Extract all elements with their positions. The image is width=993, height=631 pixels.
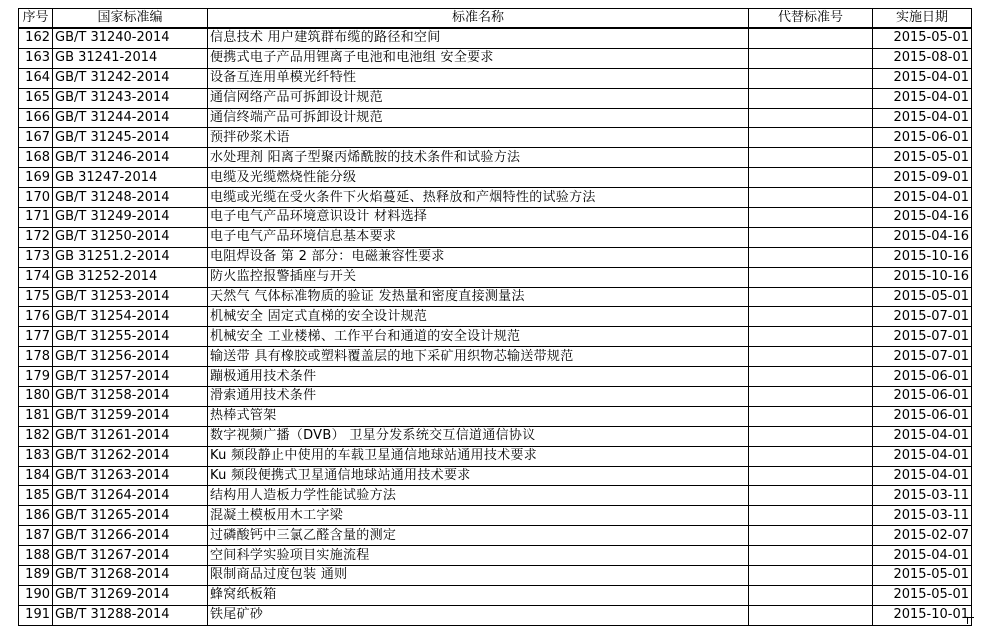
table-row: [19, 367, 972, 387]
implementation-date: 2015-05-01: [873, 287, 972, 307]
replaced-standard: [749, 168, 873, 188]
table-header: [19, 9, 972, 29]
row-index: 185: [19, 486, 53, 506]
standard-name: 预拌砂浆术语: [208, 128, 749, 148]
replaced-standard: [749, 28, 873, 48]
replaced-standard: [749, 605, 873, 625]
implementation-date: 2015-03-11: [873, 486, 972, 506]
replaced-standard: [749, 426, 873, 446]
row-index: 162: [19, 28, 53, 48]
table-row: [19, 307, 972, 327]
replaced-standard: [749, 566, 873, 586]
table-row: [19, 605, 972, 625]
implementation-date: 2015-03-11: [873, 506, 972, 526]
row-index: 171: [19, 208, 53, 228]
standard-name: 通信终端产品可拆卸设计规范: [208, 108, 749, 128]
standard-name: 过磷酸钙中三氯乙醛含量的测定: [208, 526, 749, 546]
row-index: 181: [19, 406, 53, 426]
standard-name: 限制商品过度包装 通则: [208, 566, 749, 586]
standard-code: GB/T 31264-2014: [53, 486, 208, 506]
standard-name: 热棒式管架: [208, 406, 749, 426]
implementation-date: 2015-04-16: [873, 227, 972, 247]
standard-name: 蜂窝纸板箱: [208, 585, 749, 605]
standard-name: 混凝土模板用木工字梁: [208, 506, 749, 526]
table-row: [19, 347, 972, 367]
standard-code: GB/T 31257-2014: [53, 367, 208, 387]
standard-code: GB 31252-2014: [53, 267, 208, 287]
table-row: [19, 227, 972, 247]
implementation-date: 2015-07-01: [873, 327, 972, 347]
replaced-standard: [749, 546, 873, 566]
table-row: [19, 426, 972, 446]
table-row: [19, 188, 972, 208]
page-corner-mark: [967, 617, 974, 624]
standard-name: 电子电气产品环境意识设计 材料选择: [208, 208, 749, 228]
implementation-date: 2015-10-16: [873, 247, 972, 267]
row-index: 165: [19, 88, 53, 108]
table-row: [19, 466, 972, 486]
standard-code: GB/T 31256-2014: [53, 347, 208, 367]
row-index: 172: [19, 227, 53, 247]
replaced-standard: [749, 48, 873, 68]
replaced-standard: [749, 188, 873, 208]
replaced-standard: [749, 88, 873, 108]
header-replaced: 代替标准号: [749, 9, 873, 29]
standard-name: 电缆或光缆在受火条件下火焰蔓延、热释放和产烟特性的试验方法: [208, 188, 749, 208]
replaced-standard: [749, 208, 873, 228]
table-row: [19, 148, 972, 168]
row-index: 190: [19, 585, 53, 605]
standard-name: 空间科学实验项目实施流程: [208, 546, 749, 566]
standard-name: 设备互连用单模光纤特性: [208, 68, 749, 88]
replaced-standard: [749, 327, 873, 347]
implementation-date: 2015-08-01: [873, 48, 972, 68]
standard-code: GB/T 31267-2014: [53, 546, 208, 566]
standard-code: GB/T 31262-2014: [53, 446, 208, 466]
implementation-date: 2015-04-16: [873, 208, 972, 228]
standard-name: 电阻焊设备 第 2 部分：电磁兼容性要求: [208, 247, 749, 267]
standard-code: GB/T 31244-2014: [53, 108, 208, 128]
table-row: [19, 526, 972, 546]
implementation-date: 2015-07-01: [873, 347, 972, 367]
replaced-standard: [749, 466, 873, 486]
standard-code: GB/T 31259-2014: [53, 406, 208, 426]
implementation-date: 2015-06-01: [873, 128, 972, 148]
table-body: [19, 28, 972, 625]
standard-name: Ku 频段便携式卫星通信地球站通用技术要求: [208, 466, 749, 486]
standard-name: 机械安全 固定式直梯的安全设计规范: [208, 307, 749, 327]
table-row: [19, 247, 972, 267]
replaced-standard: [749, 367, 873, 387]
row-index: 180: [19, 387, 53, 407]
replaced-standard: [749, 406, 873, 426]
replaced-standard: [749, 68, 873, 88]
table-row: [19, 68, 972, 88]
replaced-standard: [749, 526, 873, 546]
table-row: [19, 128, 972, 148]
table-row: [19, 327, 972, 347]
standard-code: GB/T 31261-2014: [53, 426, 208, 446]
standard-name: 数字视频广播（DVB） 卫星分发系统交互信道通信协议: [208, 426, 749, 446]
row-index: 174: [19, 267, 53, 287]
implementation-date: 2015-04-01: [873, 68, 972, 88]
replaced-standard: [749, 486, 873, 506]
table-row: [19, 486, 972, 506]
row-index: 176: [19, 307, 53, 327]
standard-code: GB/T 31258-2014: [53, 387, 208, 407]
standard-name: 信息技术 用户建筑群布缆的路径和空间: [208, 28, 749, 48]
standard-name: 防火监控报警插座与开关: [208, 267, 749, 287]
standard-code: GB/T 31263-2014: [53, 466, 208, 486]
standard-name: 便携式电子产品用锂离子电池和电池组 安全要求: [208, 48, 749, 68]
row-index: 186: [19, 506, 53, 526]
implementation-date: 2015-05-01: [873, 28, 972, 48]
row-index: 168: [19, 148, 53, 168]
replaced-standard: [749, 506, 873, 526]
row-index: 170: [19, 188, 53, 208]
replaced-standard: [749, 128, 873, 148]
implementation-date: 2015-05-01: [873, 585, 972, 605]
replaced-standard: [749, 387, 873, 407]
row-index: 187: [19, 526, 53, 546]
table-row: [19, 267, 972, 287]
implementation-date: 2015-04-01: [873, 88, 972, 108]
standard-code: GB/T 31269-2014: [53, 585, 208, 605]
table-row: [19, 208, 972, 228]
implementation-date: 2015-04-01: [873, 108, 972, 128]
row-index: 189: [19, 566, 53, 586]
standard-code: GB/T 31268-2014: [53, 566, 208, 586]
replaced-standard: [749, 446, 873, 466]
standard-code: GB/T 31288-2014: [53, 605, 208, 625]
standard-code: GB 31241-2014: [53, 48, 208, 68]
implementation-date: 2015-04-01: [873, 426, 972, 446]
standard-code: GB/T 31255-2014: [53, 327, 208, 347]
implementation-date: 2015-04-01: [873, 466, 972, 486]
standard-code: GB/T 31249-2014: [53, 208, 208, 228]
replaced-standard: [749, 307, 873, 327]
implementation-date: 2015-06-01: [873, 387, 972, 407]
implementation-date: 2015-10-01: [873, 605, 972, 625]
table-row: [19, 546, 972, 566]
table-row: [19, 506, 972, 526]
row-index: 167: [19, 128, 53, 148]
row-index: 191: [19, 605, 53, 625]
table-row: [19, 28, 972, 48]
standard-name: 机械安全 工业楼梯、工作平台和通道的安全设计规范: [208, 327, 749, 347]
implementation-date: 2015-07-01: [873, 307, 972, 327]
implementation-date: 2015-02-07: [873, 526, 972, 546]
standard-code: GB/T 31248-2014: [53, 188, 208, 208]
standard-code: GB/T 31246-2014: [53, 148, 208, 168]
row-index: 169: [19, 168, 53, 188]
implementation-date: 2015-09-01: [873, 168, 972, 188]
implementation-date: 2015-06-01: [873, 367, 972, 387]
table-row: [19, 108, 972, 128]
standard-name: 蹦极通用技术条件: [208, 367, 749, 387]
standard-name: 电缆及光缆燃烧性能分级: [208, 168, 749, 188]
implementation-date: 2015-04-01: [873, 546, 972, 566]
row-index: 163: [19, 48, 53, 68]
implementation-date: 2015-10-16: [873, 267, 972, 287]
table-row: [19, 287, 972, 307]
table-row: [19, 168, 972, 188]
table-row: [19, 566, 972, 586]
standard-name: 通信网络产品可拆卸设计规范: [208, 88, 749, 108]
row-index: 183: [19, 446, 53, 466]
header-index: 序号: [19, 9, 53, 29]
standard-name: 电子电气产品环境信息基本要求: [208, 227, 749, 247]
standard-code: GB/T 31240-2014: [53, 28, 208, 48]
table-row: [19, 88, 972, 108]
header-code: 国家标准编: [53, 9, 208, 29]
header-name: 标准名称: [208, 9, 749, 29]
standard-name: 水处理剂 阳离子型聚丙烯酰胺的技术条件和试验方法: [208, 148, 749, 168]
standard-code: GB/T 31242-2014: [53, 68, 208, 88]
standard-code: GB/T 31250-2014: [53, 227, 208, 247]
row-index: 182: [19, 426, 53, 446]
table-row: [19, 48, 972, 68]
replaced-standard: [749, 108, 873, 128]
header-row: [19, 9, 972, 29]
implementation-date: 2015-06-01: [873, 406, 972, 426]
replaced-standard: [749, 347, 873, 367]
standard-code: GB/T 31265-2014: [53, 506, 208, 526]
replaced-standard: [749, 267, 873, 287]
implementation-date: 2015-05-01: [873, 148, 972, 168]
row-index: 184: [19, 466, 53, 486]
standard-code: GB/T 31254-2014: [53, 307, 208, 327]
replaced-standard: [749, 148, 873, 168]
replaced-standard: [749, 247, 873, 267]
standard-name: 结构用人造板力学性能试验方法: [208, 486, 749, 506]
row-index: 177: [19, 327, 53, 347]
row-index: 178: [19, 347, 53, 367]
replaced-standard: [749, 227, 873, 247]
row-index: 175: [19, 287, 53, 307]
standard-code: GB 31251.2-2014: [53, 247, 208, 267]
replaced-standard: [749, 287, 873, 307]
row-index: 188: [19, 546, 53, 566]
standard-code: GB/T 31253-2014: [53, 287, 208, 307]
standard-code: GB/T 31245-2014: [53, 128, 208, 148]
standard-name: 天然气 气体标准物质的验证 发热量和密度直接测量法: [208, 287, 749, 307]
header-date: 实施日期: [873, 9, 972, 29]
standards-table: [18, 8, 972, 626]
row-index: 173: [19, 247, 53, 267]
replaced-standard: [749, 585, 873, 605]
standard-name: 铁尾矿砂: [208, 605, 749, 625]
implementation-date: 2015-05-01: [873, 566, 972, 586]
table-row: [19, 585, 972, 605]
standard-code: GB/T 31266-2014: [53, 526, 208, 546]
standard-name: 输送带 具有橡胶或塑料覆盖层的地下采矿用织物芯输送带规范: [208, 347, 749, 367]
standard-name: Ku 频段静止中使用的车载卫星通信地球站通用技术要求: [208, 446, 749, 466]
standard-code: GB/T 31243-2014: [53, 88, 208, 108]
standard-code: GB 31247-2014: [53, 168, 208, 188]
standard-name: 滑索通用技术条件: [208, 387, 749, 407]
table-row: [19, 446, 972, 466]
implementation-date: 2015-04-01: [873, 446, 972, 466]
implementation-date: 2015-04-01: [873, 188, 972, 208]
table-row: [19, 406, 972, 426]
row-index: 164: [19, 68, 53, 88]
row-index: 179: [19, 367, 53, 387]
table-row: [19, 387, 972, 407]
row-index: 166: [19, 108, 53, 128]
